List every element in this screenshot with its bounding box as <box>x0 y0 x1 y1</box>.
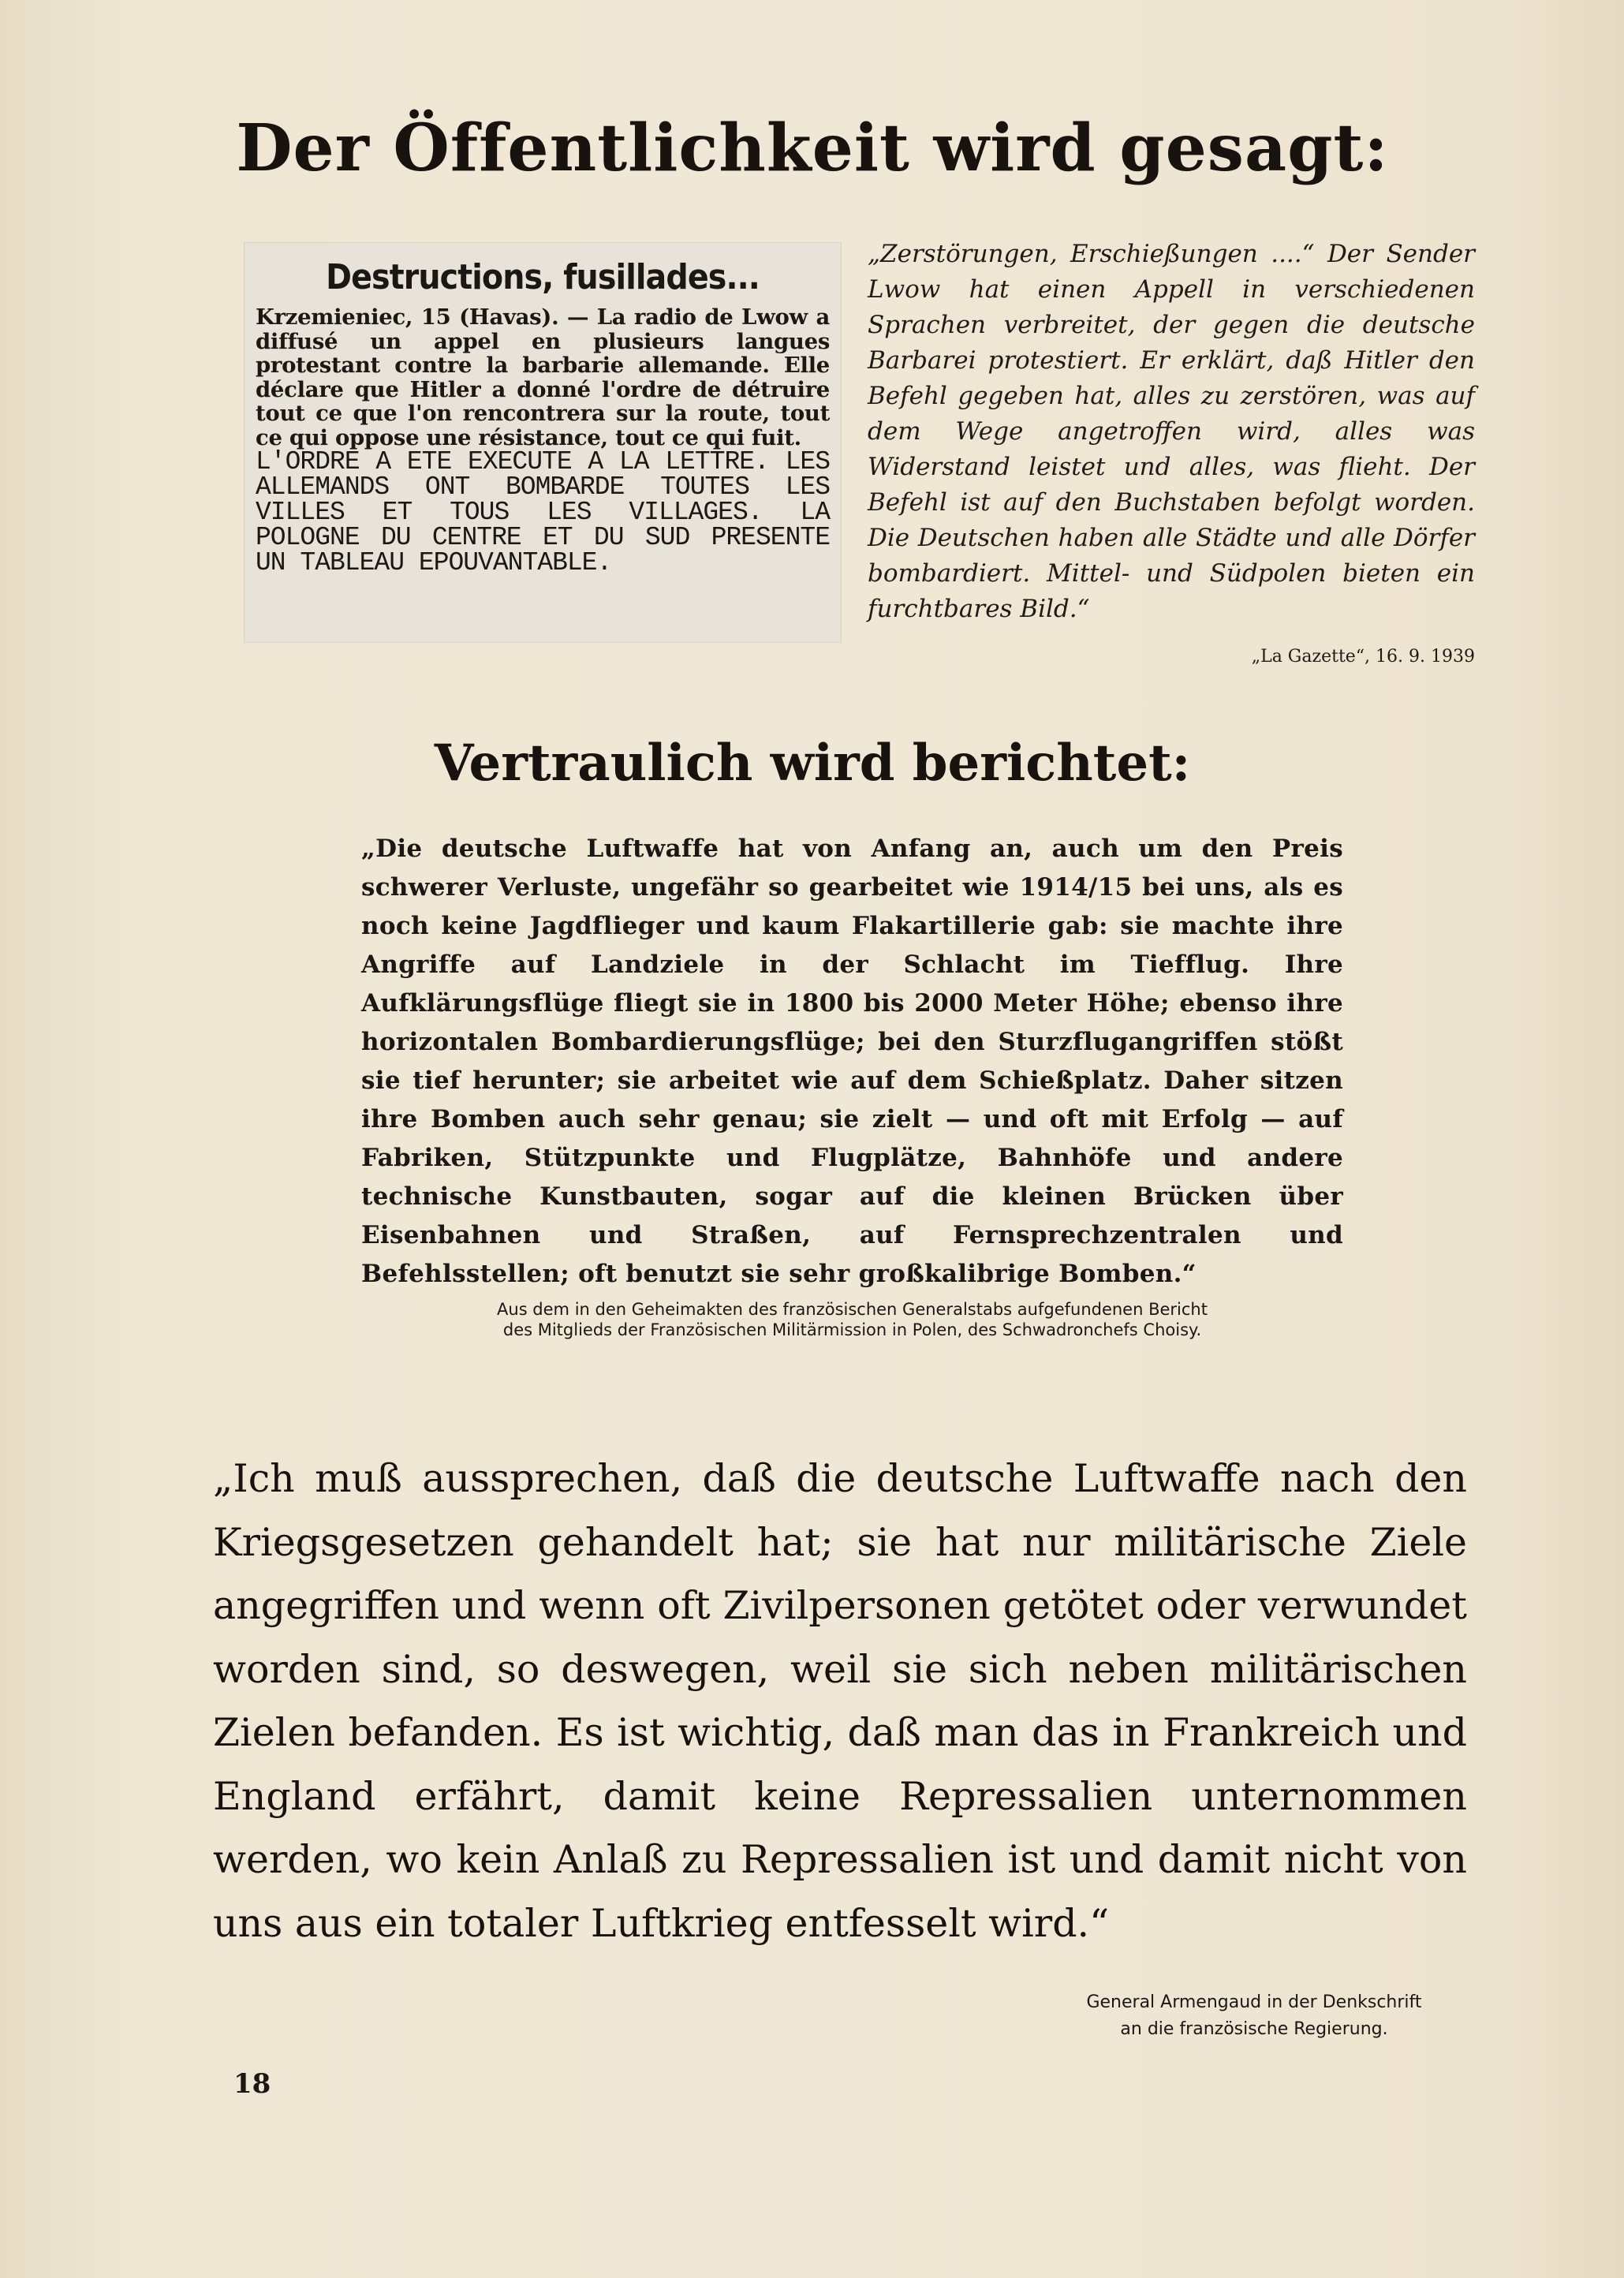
page-title: Der Öffentlichkeit wird gesagt: <box>236 110 1389 186</box>
clipping-caps-text: L'ORDRE A ETE EXECUTE A LA LETTRE. LES ALLEMANDS ONT BOMBARDE TOUTES LES VILLES ET TOUS LES VILLAGES. LA POLOGNE DU CENTRE ET DU SUD PRESENTE UN TABLEAU EPOUVANTABLE. <box>256 447 830 577</box>
clipping-headline: Destructions, fusillades... <box>326 257 760 297</box>
translation-source: „La Gazette“, 16. 9. 1939 <box>1251 647 1475 667</box>
clipping-body: Krzemieniec, 15 (Havas). — La radio de Lwow a diffusé un appel en plusieurs langues protestant contre la barbarie allemande. Elle déclare que Hitler a donné l'ordre de détruire tout ce que l'on rencontrera sur la route, tout ce qui oppose une résistance, tout ce qui fuit. <box>256 304 830 450</box>
report-source-line: Aus dem in den Geheimakten des französischen Generalstabs aufgefundenen Bericht <box>497 1300 1208 1319</box>
section-title: Vertraulich wird berichtet: <box>434 734 1191 793</box>
report-source <box>361 1299 1343 1340</box>
report-source-line: des Mitglieds der Französischen Militärmission in Polen, des Schwadronchefs Choisy. <box>502 1320 1202 1339</box>
quote-source-line: General Armengaud in der Denkschrift <box>1086 1992 1422 2012</box>
translation-text: „Zerstörungen, Erschießungen ....“ Der Sender Lwow hat einen Appell in verschiedenen Sprachen verbreitet, der gegen die deutsche Barbarei protestiert. Er erklärt, daß Hitler den Befehl gegeben hat, alles zu zerstören, was auf dem Wege angetroffen wird, alles was Widerstand leistet und alles, was flieht. Der Befehl ist auf den Buchstaben befolgt worden. Die Deutschen haben alle Städte und alle Dörfer bombardiert. Mittel- und Südpolen bieten ein furchtbares Bild.“ <box>868 240 1475 623</box>
confidential-report-text: „Die deutsche Luftwaffe hat von Anfang an, auch um den Preis schwerer Verluste, ungefähr so gearbeitet wie 1914/15 bei uns, als es noch keine Jagdflieger und kaum Flakartillerie gab: sie machte ihre Angriffe auf Landziele in der Schlacht im Tiefflug. Ihre Aufklärungsflüge fliegt sie in 1800 bis 2000 Meter Höhe; ebenso ihre horizontalen Bombardierungsflüge; bei den Sturzflugangriffen stößt sie tief herunter; sie arbeitet wie auf dem Schießplatz. Daher sitzen ihre Bomben auch sehr genau; sie zielt — und oft mit Erfolg — auf Fabriken, Stützpunkte und Flugplätze, Bahnhöfe und andere technische Kunstbauten, sogar auf die kleinen Brücken über Eisenbahnen und Straßen, auf Fernsprechzentralen und Befehlsstellen; oft benutzt sie sehr großkalibrige Bomben.“ <box>361 835 1343 1288</box>
quote-source <box>1025 1989 1483 2043</box>
clipping-translation <box>868 237 1475 667</box>
armengaud-quote: „Ich muß aussprechen, daß die deutsche Luftwaffe nach den Kriegsgesetzen gehandelt hat; sie hat nur militärische Ziele angegriffen und wenn oft Zivilpersonen getötet oder verwundet worden sind, so deswegen, weil sie sich neben militärischen Zielen befanden. Es ist wichtig, daß man das in Frankreich und England erfährt, damit keine Repressalien unternommen werden, wo kein Anlaß zu Repressalien ist und damit nicht von uns aus ein totaler Luftkrieg entfesselt wird.“ <box>213 1456 1467 1946</box>
newspaper-clipping <box>245 243 841 642</box>
quote-source-line: an die französische Regierung. <box>1120 2019 1388 2039</box>
page-number: 18 <box>233 2068 271 2100</box>
